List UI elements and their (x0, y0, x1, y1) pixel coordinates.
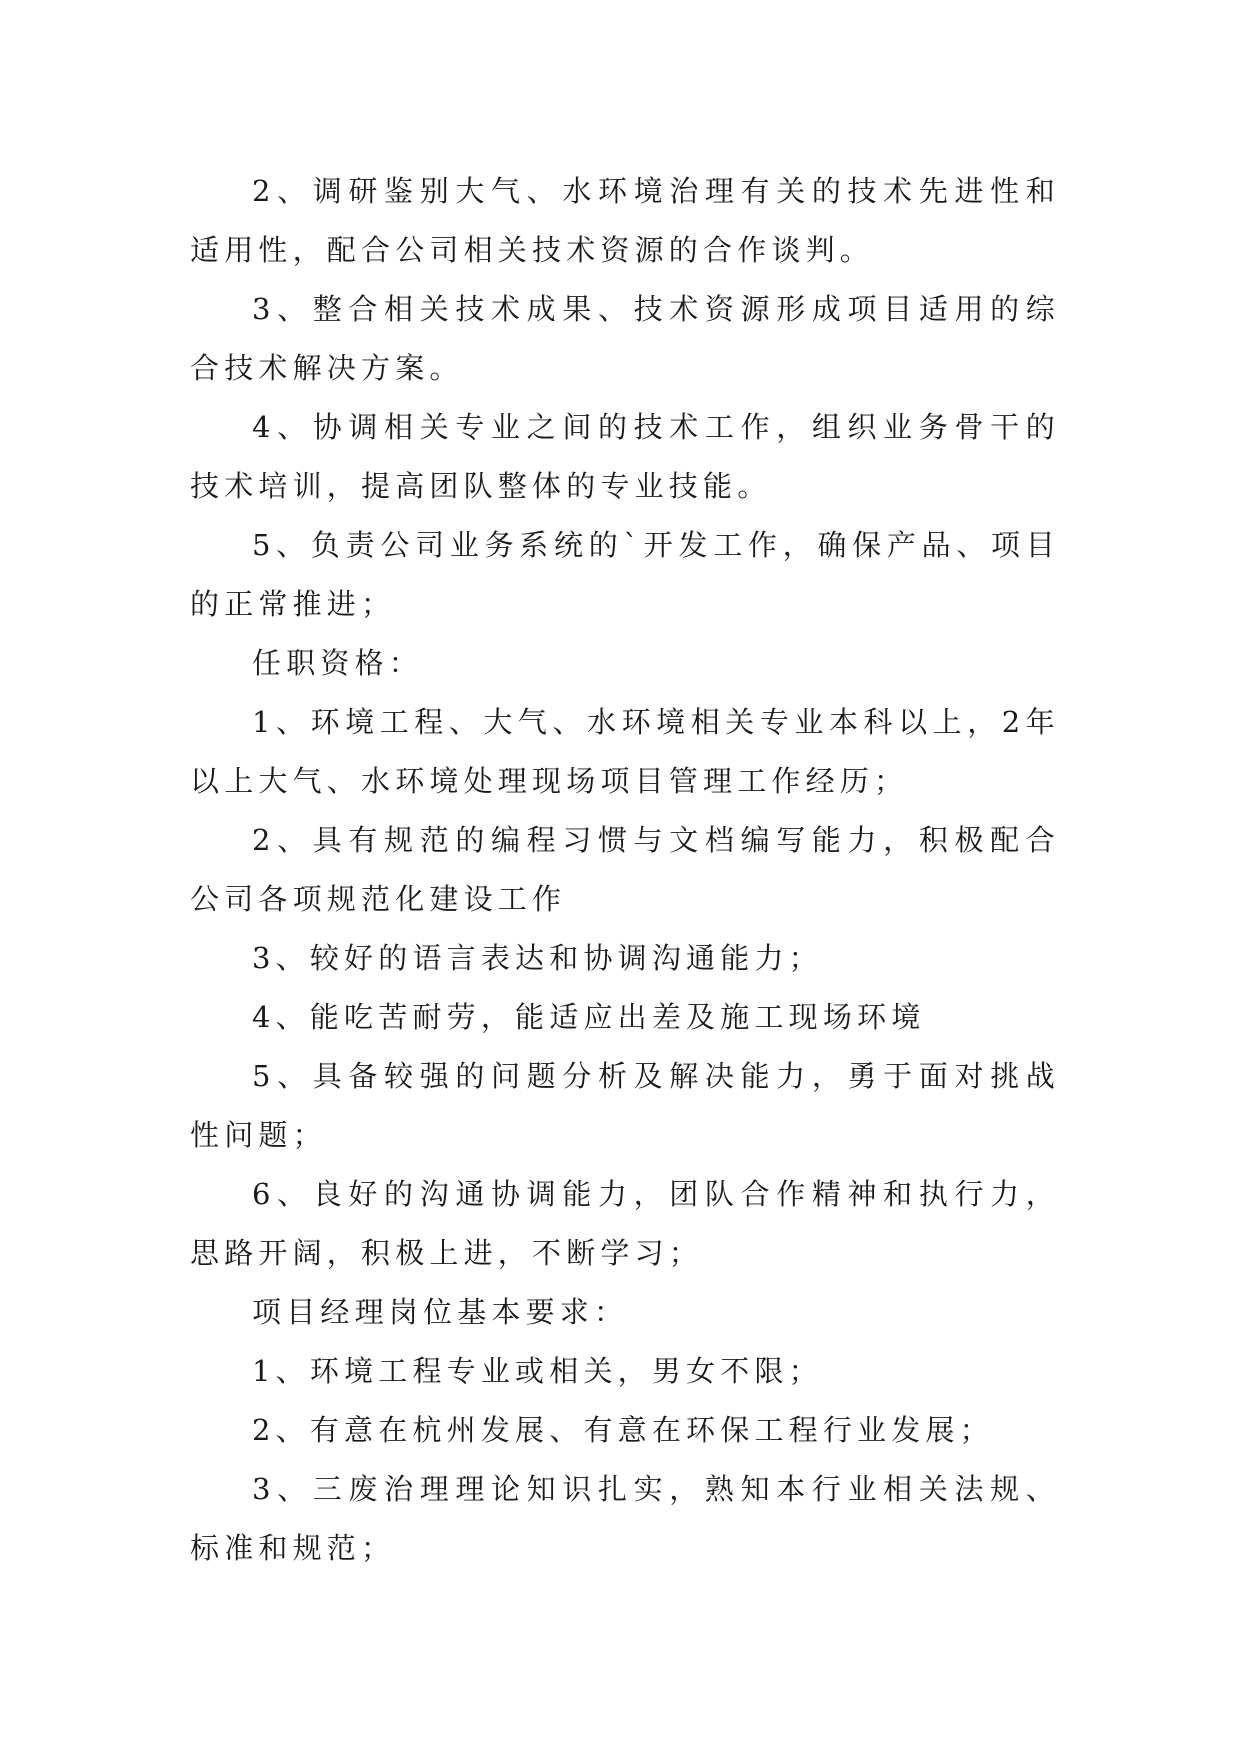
paragraph-qualification-4: 4、能吃苦耐劳，能适应出差及施工现场环境 (252, 1000, 926, 1034)
section-heading-project-manager: 项目经理岗位基本要求： (252, 1295, 629, 1329)
document-body (190, 162, 1060, 1578)
paragraph-requirement-1: 1、环境工程专业或相关，男女不限； (252, 1354, 823, 1388)
paragraph-qualification-3: 3、较好的语言表达和协调沟通能力； (252, 941, 823, 975)
paragraph-qualification-5: 5、具备较强的问题分析及解决能力，勇于面对挑战性问题； (190, 1059, 1060, 1152)
paragraph-duty-4: 4、协调相关专业之间的技术工作，组织业务骨干的技术培训，提高团队整体的专业技能。 (190, 410, 1060, 503)
paragraph-qualification-2: 2、具有规范的编程习惯与文档编写能力，积极配合公司各项规范化建设工作 (190, 823, 1060, 916)
paragraph-duty-3: 3、整合相关技术成果、技术资源形成项目适用的综合技术解决方案。 (190, 292, 1060, 385)
paragraph-qualification-6: 6、良好的沟通协调能力，团队合作精神和执行力，思路开阔，积极上进，不断学习； (190, 1177, 1060, 1270)
section-heading-qualifications: 任职资格： (252, 646, 424, 680)
paragraph-requirement-2: 2、有意在杭州发展、有意在环保工程行业发展； (252, 1413, 994, 1447)
paragraph-duty-2: 2、调研鉴别大气、水环境治理有关的技术先进性和适用性，配合公司相关技术资源的合作谈判。 (190, 174, 1060, 267)
paragraph-qualification-1: 1、环境工程、大气、水环境相关专业本科以上，2年以上大气、水环境处理现场项目管理工作经历； (190, 705, 1060, 798)
paragraph-requirement-3: 3、三废治理理论知识扎实，熟知本行业相关法规、标准和规范； (190, 1472, 1060, 1565)
paragraph-duty-5: 5、负责公司业务系统的`开发工作，确保产品、项目的正常推进； (190, 528, 1060, 621)
